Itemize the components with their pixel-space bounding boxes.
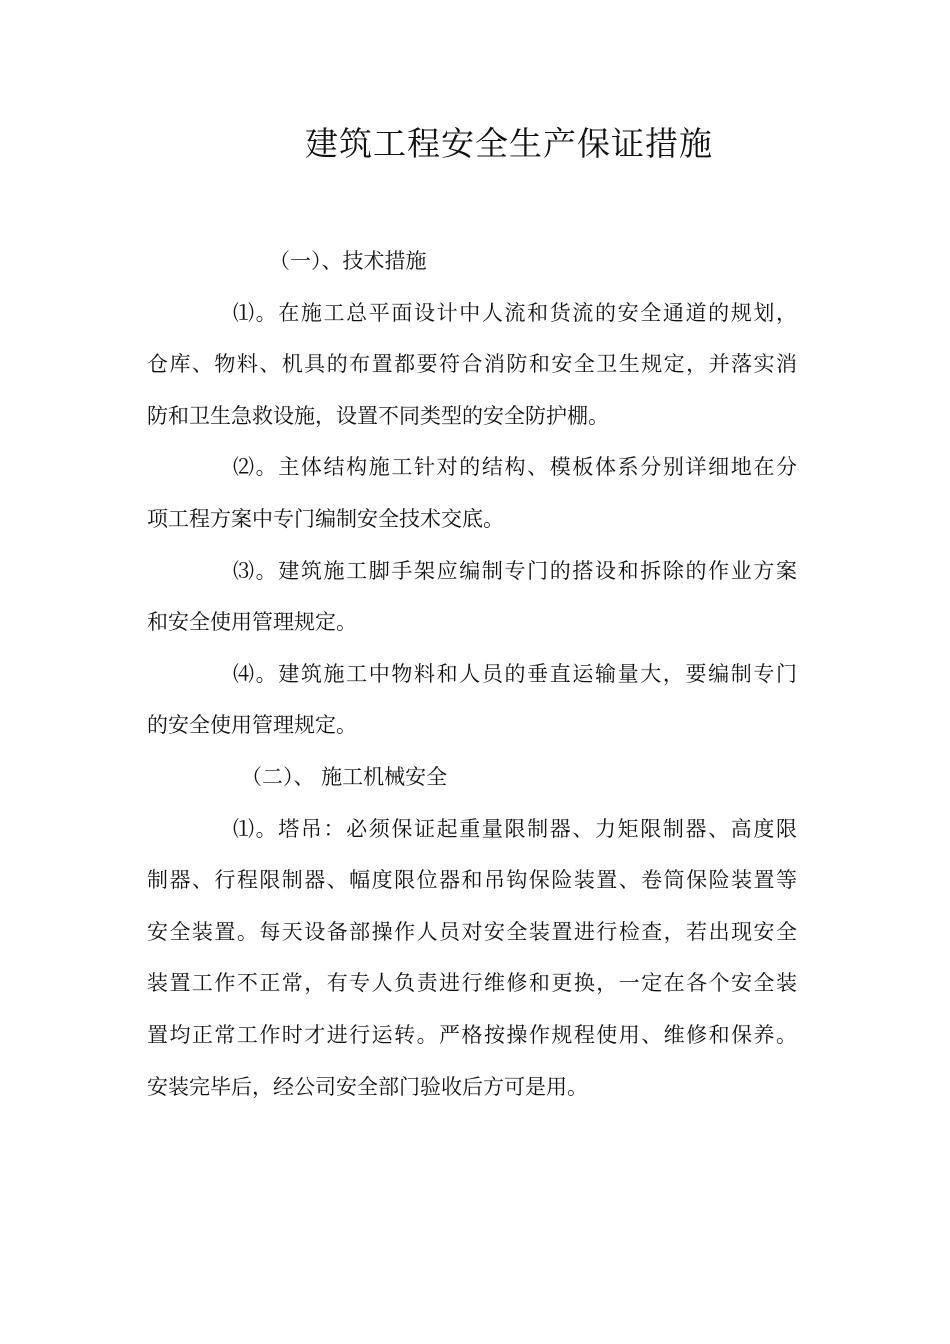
paragraph-line: 置均正常工作时才进行运转。严格按操作规程使用、维修和保养。 [147, 1022, 797, 1047]
paragraph-line: ⑷。建筑施工中物料和人员的垂直运输量大，要编制专门 [233, 661, 797, 686]
paragraph-line: 安装完毕后，经公司安全部门验收后方可是用。 [147, 1074, 588, 1099]
section-heading-machinery-safety: （二）、 施工机械安全 [241, 764, 448, 789]
paragraph-line: 仓库、物料、机具的布置都要符合消防和安全卫生规定，并落实消 [147, 352, 797, 377]
paragraph-line: 安全装置。每天设备部操作人员对安全装置进行检查，若出现安全 [147, 919, 797, 944]
paragraph-line: ⑴。塔吊：必须保证起重量限制器、力矩限制器、高度限 [233, 816, 797, 841]
paragraph-line: ⑶。建筑施工脚手架应编制专门的搭设和拆除的作业方案 [233, 558, 797, 583]
paragraph-line: 装置工作不正常，有专人负责进行维修和更换，一定在各个安全装 [147, 971, 797, 996]
paragraph-line: 项工程方案中专门编制安全技术交底。 [147, 506, 504, 531]
section-heading-technical-measures: （一）、技术措施 [269, 249, 427, 273]
paragraph-item-1 [147, 288, 797, 443]
paragraph-line: 和安全使用管理规定。 [147, 610, 357, 635]
paragraph-line: ⑵。主体结构施工针对的结构、模板体系分别详细地在分 [233, 455, 797, 480]
paragraph-line: 制器、行程限制器、幅度限位器和吊钩保险装置、卷筒保险装置等 [147, 868, 797, 893]
document-body [147, 236, 797, 1113]
paragraph-line: 防和卫生急救设施，设置不同类型的安全防护棚。 [147, 403, 609, 428]
paragraph-item-4 [147, 649, 797, 752]
paragraph-item-tower-crane [147, 804, 797, 1114]
document-title: 建筑工程安全生产保证措施 [305, 124, 713, 163]
paragraph-item-2 [147, 442, 797, 545]
paragraph-line: 的安全使用管理规定。 [147, 713, 357, 738]
paragraph-item-3 [147, 546, 797, 649]
paragraph-line: ⑴。在施工总平面设计中人流和货流的安全通道的规划， [233, 300, 797, 325]
